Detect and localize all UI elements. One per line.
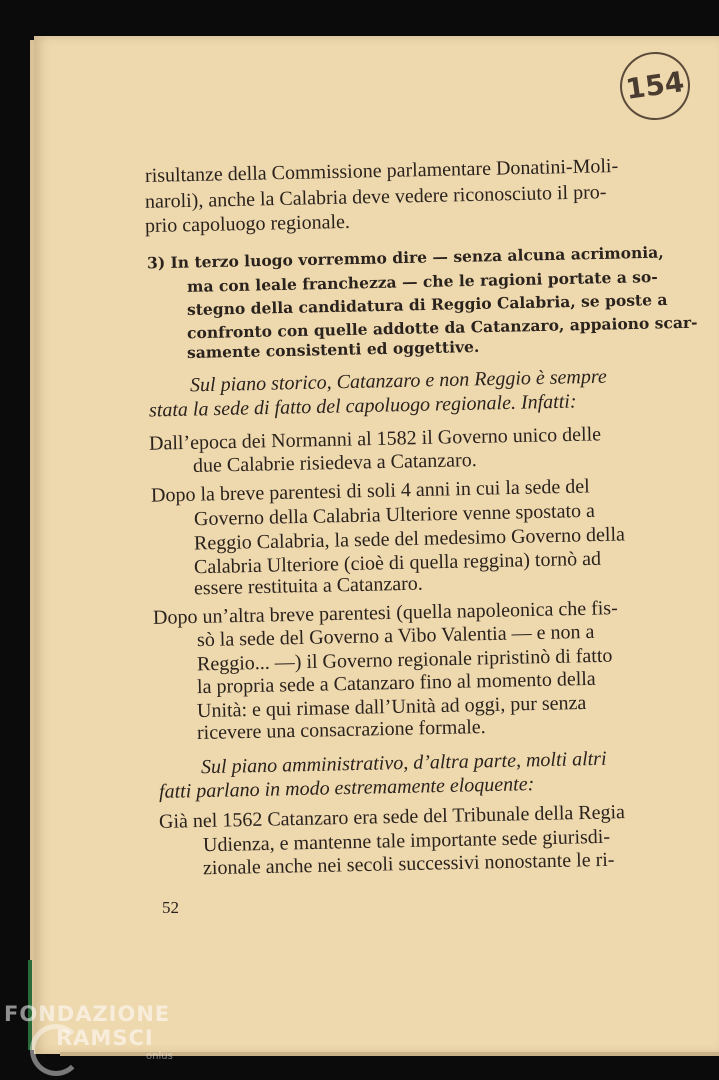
text-line: Governo della Calabria Ulteriore venne spostato a: [193, 499, 596, 531]
text-line: ma con leale franchezza — che le ragioni portate a so-: [186, 267, 658, 296]
text-line: naroli), anche la Calabria deve vedere riconosciuto il pro-: [144, 181, 607, 213]
text-line: risultanze della Commissione parlamentare Donatini-Moli-: [144, 155, 619, 187]
watermark-line2: RAMSCI: [56, 1026, 154, 1050]
text-line: 3) In terzo luogo vorremmo dire — senza alcuna acrimonia,: [146, 242, 664, 273]
text-line: due Calabrie risiedeva a Catanzaro.: [192, 449, 477, 477]
text-line: confronto con quelle addotte da Catanzaro, appaiono scar-: [186, 312, 698, 343]
text-line: samente consistenti ed oggettive.: [186, 336, 480, 363]
text-line: Dopo la breve parentesi di soli 4 anni in cui la sede del: [150, 475, 590, 507]
text-line: stata la sede di fatto del capoluogo regionale. Infatti:: [148, 390, 577, 422]
text-line: Unità: e qui rimase dall’Unità ad oggi, pur senza: [196, 691, 587, 723]
text-line: sò la sede del Governo a Vibo Valentia — e non a: [196, 620, 595, 652]
text-line: Già nel 1562 Catanzaro era sede del Tribunale della Regia: [158, 801, 626, 833]
text-line: Reggio Calabria, la sede del medesimo Governo della: [193, 523, 626, 555]
text-line: ricevere una consacrazione formale.: [196, 715, 486, 745]
watermark-suffix: onlus: [146, 1051, 173, 1062]
text-line: Udienza, e mantenne tale importante sede giurisdi-: [202, 825, 611, 857]
text-line: Sul piano amministrativo, d’altra parte, molti altri: [200, 747, 607, 779]
text-line: prio capoluogo regionale.: [144, 210, 351, 238]
text-line: Dall’epoca dei Normanni al 1582 il Governo unico delle: [148, 423, 602, 455]
text-line: Dopo un’altra breve parentesi (quella napoleonica che fis-: [152, 597, 618, 629]
text-line: la propria sede a Catanzaro fino al momento della: [196, 667, 596, 699]
text-line: Calabria Ulteriore (cioè di quella reggina) tornò ad: [193, 547, 602, 579]
text-line: zionale anche nei secoli successivi nonostante le ri-: [202, 848, 615, 880]
watermark-line1: FONDAZIONE: [4, 1002, 171, 1026]
text-line: Sul piano storico, Catanzaro e non Reggio è sempre: [189, 365, 608, 397]
folio-stamp: 154: [616, 47, 695, 124]
text-line: essere restituita a Catanzaro.: [193, 572, 423, 600]
page-number: 52: [162, 898, 179, 917]
text-line: fatti parlano in modo estremamente eloquente:: [158, 773, 535, 803]
text-line: Reggio... —) il Governo regionale ripristinò di fatto: [196, 644, 613, 676]
text-line: stegno della candidatura di Reggio Calabria, se poste a: [186, 289, 668, 320]
